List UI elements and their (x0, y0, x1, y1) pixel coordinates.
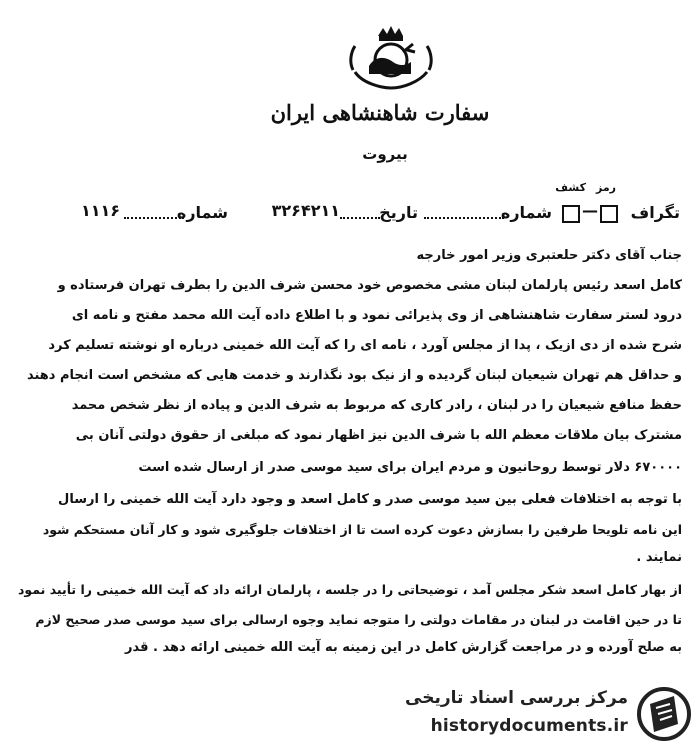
lion-and-sun-emblem-icon (345, 22, 435, 90)
decode-box-label: کشف (555, 181, 586, 194)
body-line: کامل اسعد رئیس پارلمان لبنان مشی مخصوص خود محسن شرف الدین را بطرف تهران فرستاده و (57, 278, 682, 293)
body-line: به صلح آورده و در مراجعت گزارش کامل در این زمینه به آیت الله خمینی ارائه دهد . قدر (124, 640, 682, 655)
code-checkbox (600, 205, 618, 223)
body-line: این نامه تلویحا طرفین را بسازش دعوت کرده است تا از اختلافات جلوگیری شود و کار آنان مستحکم شود (42, 522, 682, 537)
city-name: بیروت (362, 145, 408, 163)
code-value: ۳۲۶۴۲۱۱ (271, 201, 340, 220)
file-label: شماره (176, 203, 228, 222)
body-line: شرح شده از دی ازیک ، پدا از مجلس آورد ، نامه ای را که آیت الله خمینی درباره او نوشته تسلیم کرد (48, 338, 682, 353)
decode-checkbox (562, 205, 580, 223)
body-line: با توجه به اختلافات فعلی بین سید موسی صدر و کامل اسعد و وجود دارد آیت الله خمینی را ارسال (58, 492, 682, 507)
file-value: ۱۱۱۶ (80, 201, 120, 220)
body-line: درود لستر سفارت شاهنشاهی از وی پذیرائی نمود و با اطلاع داده آیت الله محمد مفتح و نامه ای (71, 308, 682, 323)
body-line: نمایند . (636, 550, 682, 565)
telegram-meta-line: تگراف رمز — کشف شماره تاریخ ۳۲۶۴۲۱۱ شماره ۱۱۱۶ (80, 181, 680, 222)
body-line: مشترک بیان ملاقات معظم الله با شرف الدین نیز اظهار نمود که مبلغی از حقوق دولتی آنان بی (75, 428, 682, 443)
body-line: ۶۷۰۰۰۰ دلار توسط روحانیون و مردم ایران برای سید موسی صدر از ارسال شده است (138, 460, 682, 475)
body-line: از بهار کامل اسعد شکر مجلس آمد ، توضیحاتی را در جلسه ، پارلمان ارائه داد که آیت الله خمینی را تأیید نمود (18, 582, 682, 597)
date-label: تاریخ (379, 203, 418, 222)
body-line: حفظ منافع شیعیان را در لبنان ، رادر کاری که مربوط به شرف الدین و پیاده از نظر شخص محمد (71, 398, 682, 413)
code-box-label: رمز (596, 181, 616, 194)
number-label: شماره (500, 203, 552, 222)
archive-logo-icon (634, 686, 694, 742)
body-line: تا در حین اقامت در لبنان در مقامات دولتی را متوجه نماید وجوه ارسالی برای سید موسی صدر صحیح لازم (35, 612, 682, 627)
body-line: و حداقل هم تهران شیعیان لبنان گردیده و از نیک بود نگذارند و خدمت هایی که مشخص است انجام دهند (26, 368, 682, 383)
classification-label: تگراف (630, 203, 680, 222)
org-name-fa: مرکز بررسی اسناد تاریخی (405, 688, 628, 708)
org-website: historydocuments.ir (430, 716, 628, 736)
body-line: جناب آقای دکتر حلعتبری وزیر امور خارجه (416, 248, 682, 263)
embassy-title: سفارت شاهنشاهی ایران (270, 100, 490, 125)
